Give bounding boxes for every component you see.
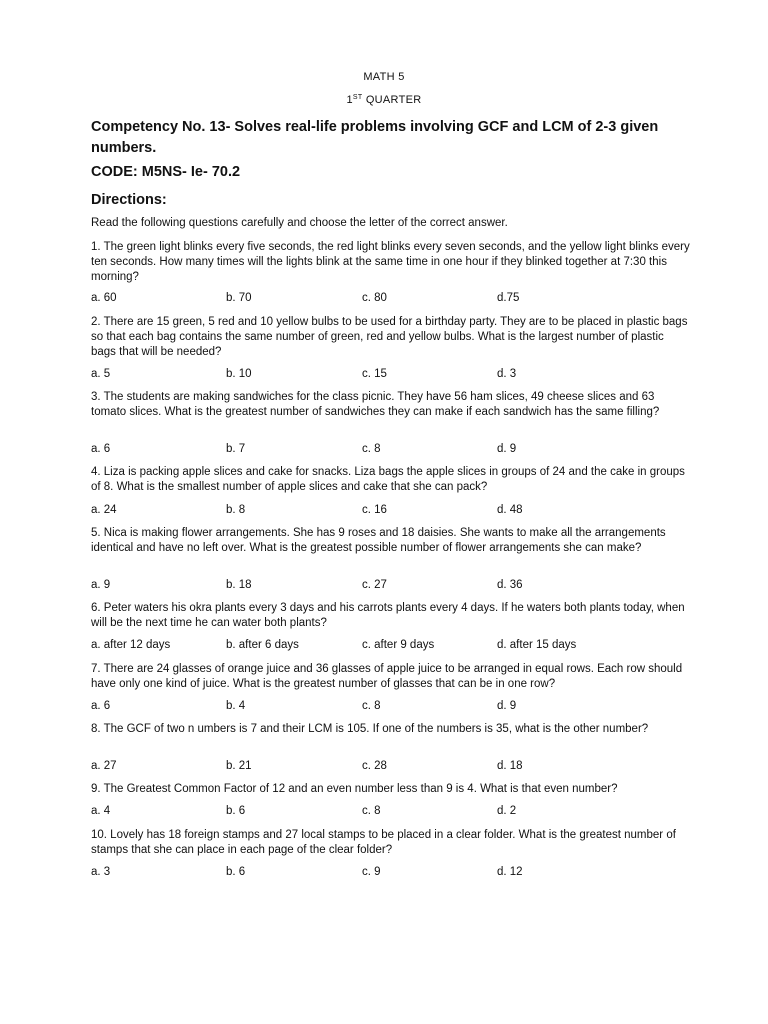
- choice-d: d. 36: [497, 579, 523, 591]
- choice-b: b. 21: [226, 760, 252, 772]
- choice-b: b. 7: [226, 443, 246, 455]
- choice-b: b. 6: [226, 866, 246, 878]
- code-heading: CODE: M5NS- Ie- 70.2: [91, 164, 241, 180]
- choices-9: [91, 805, 691, 820]
- choice-a: a. 3: [91, 866, 111, 878]
- choice-d: d. 18: [497, 760, 523, 772]
- question-5: 5. Nica is making flower arrangements. She has 9 roses and 18 daisies. She wants to make all the arrangements identical and have no left over. What is the greatest possible number of flower arrangements she can make?: [91, 527, 666, 554]
- choice-d: d. after 15 days: [497, 639, 577, 651]
- directions-heading: Directions:: [91, 192, 167, 208]
- quarter-title: [0, 94, 768, 106]
- question-2: 2. There are 15 green, 5 red and 10 yellow bulbs to be used for a birthday party. They are to be placed in plastic bags so that each bag contains the same number of green, red and yellow bulbs. What is the largest number of plastic bags that will be needed?: [91, 316, 688, 358]
- subject-title: MATH 5: [363, 71, 405, 83]
- choice-a: a. 6: [91, 443, 111, 455]
- choice-c: c. 8: [362, 443, 381, 455]
- choice-b: b. 70: [226, 292, 252, 304]
- choice-c: c. 28: [362, 760, 387, 772]
- choice-a: a. 9: [91, 579, 111, 591]
- choice-d: d. 48: [497, 504, 523, 516]
- choice-c: c. 16: [362, 504, 387, 516]
- choices-8: [91, 760, 691, 775]
- choice-b: b. 10: [226, 368, 252, 380]
- choice-b: b. 8: [226, 504, 246, 516]
- choice-a: a. 5: [91, 368, 111, 380]
- quarter-word: QUARTER: [365, 94, 422, 106]
- choices-4: [91, 504, 691, 519]
- choice-c: c. 8: [362, 805, 381, 817]
- choice-a: a. 60: [91, 292, 117, 304]
- choice-d: d. 3: [497, 368, 517, 380]
- choice-a: a. 24: [91, 504, 117, 516]
- choices-7: [91, 700, 691, 715]
- choice-b: b. 4: [226, 700, 246, 712]
- directions-text: Read the following questions carefully and choose the letter of the correct answer.: [91, 217, 508, 229]
- choice-c: c. after 9 days: [362, 639, 435, 651]
- choices-2: [91, 368, 691, 383]
- choice-a: a. 6: [91, 700, 111, 712]
- question-10: 10. Lovely has 18 foreign stamps and 27 local stamps to be placed in a clear folder. What is the greatest number of stamps that she can place in each page of the clear folder?: [91, 829, 676, 856]
- choice-a: a. 27: [91, 760, 117, 772]
- choices-6: [91, 639, 691, 654]
- choice-d: d.75: [497, 292, 520, 304]
- choice-c: c. 80: [362, 292, 387, 304]
- choice-b: b. 18: [226, 579, 252, 591]
- choice-c: c. 9: [362, 866, 381, 878]
- choices-3: [91, 443, 691, 458]
- choices-1: [91, 292, 691, 307]
- quarter-number: 1: [346, 94, 353, 106]
- choice-d: d. 12: [497, 866, 523, 878]
- question-6: 6. Peter waters his okra plants every 3 days and his carrots plants every 4 days. If he waters both plants today, when will be the next time he can water both plants?: [91, 602, 685, 629]
- question-1: 1. The green light blinks every five seconds, the red light blinks every seven seconds, and the yellow light blinks every ten seconds. How many times will the lights blink at the same time in one hour if they blinked together at 7:30 this morning?: [91, 241, 690, 283]
- choice-d: d. 2: [497, 805, 517, 817]
- choice-b: b. 6: [226, 805, 246, 817]
- choices-10: [91, 866, 691, 881]
- choice-a: a. 4: [91, 805, 111, 817]
- choice-d: d. 9: [497, 700, 517, 712]
- question-7: 7. There are 24 glasses of orange juice and 36 glasses of apple juice to be arranged in equal rows. Each row should have only one kind of juice. What is the greatest number of glasses that can be in one row?: [91, 663, 683, 690]
- question-4: 4. Liza is packing apple slices and cake for snacks. Liza bags the apple slices in groups of 24 and the cake in groups of 8. What is the smallest number of apple slices and cake that she can pack?: [91, 466, 685, 493]
- choice-c: c. 27: [362, 579, 387, 591]
- choice-a: a. after 12 days: [91, 639, 171, 651]
- question-8: 8. The GCF of two n umbers is 7 and their LCM is 105. If one of the numbers is 35, what is the other number?: [91, 723, 649, 735]
- question-3: 3. The students are making sandwiches for the class picnic. They have 56 ham slices, 49 cheese slices and 63 tomato slices. What is the greatest number of sandwiches they can make if each sandwich has the same filling?: [91, 391, 660, 418]
- question-9: 9. The Greatest Common Factor of 12 and an even number less than 9 is 4. What is that even number?: [91, 783, 618, 795]
- competency-heading: Competency No. 13- Solves real-life problems involving GCF and LCM of 2-3 given numbers.: [91, 119, 659, 156]
- choice-c: c. 8: [362, 700, 381, 712]
- choices-5: [91, 579, 691, 594]
- choice-b: b. after 6 days: [226, 639, 299, 651]
- choice-c: c. 15: [362, 368, 387, 380]
- choice-d: d. 9: [497, 443, 517, 455]
- quarter-superscript: ST: [352, 94, 363, 101]
